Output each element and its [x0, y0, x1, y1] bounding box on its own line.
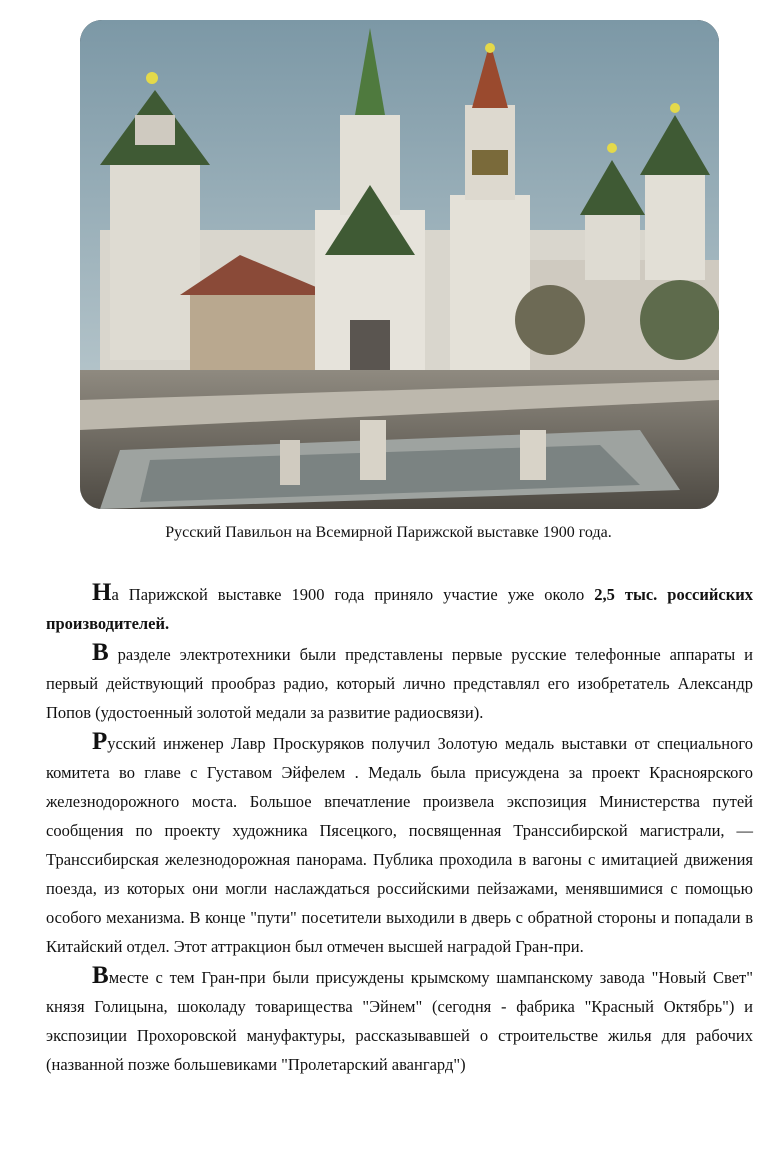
paragraph-3: [46, 727, 753, 961]
paragraph-text: разделе электротехники были представлены первые русские телефонные аппараты и первый действующий прообраз радио, который лично представлял его изобретатель Александр Попов (удостоенный золотой медали за развитие радиосвязи).: [46, 645, 753, 722]
paragraph-text: месте с тем Гран-при были присуждены крымскому шампанскому завода "Новый Свет" князя Голицына, шоколаду товарищества "Эйнем" (сегодня - фабрика "Красный Октябрь") и экспозиции Прохоровской мануфактуры, рассказывавшей о строительстве жилья для рабочих (названной позже большевиками "Пролетарский авангард"): [46, 968, 753, 1074]
dropcap: Р: [92, 728, 108, 755]
photo-caption: Русский Павильон на Всемирной Парижской выставке 1900 года.: [165, 524, 612, 541]
paragraph-bold-text: 2,5 тыс. российских производителей.: [46, 585, 753, 633]
paragraph-1: [46, 578, 753, 638]
article-body: [46, 578, 753, 1079]
dropcap: Н: [92, 579, 112, 606]
dropcap: В: [92, 639, 109, 666]
dropcap: В: [92, 962, 109, 989]
pavilion-illustration: [80, 20, 719, 509]
pavilion-photo: [80, 20, 719, 509]
paragraph-text: а Парижской выставке 1900 года приняло участие уже около: [111, 585, 595, 604]
paragraph-2: [46, 638, 753, 727]
paragraph-4: [46, 961, 753, 1079]
paragraph-text: усский инженер Лавр Проскуряков получил Золотую медаль выставки от специального комитета во главе с Густавом Эйфелем . Медаль была присуждена за проект Красноярского железнодорожного моста. Большое впечатление произвела экспозиция Министерства путей сообщения по проекту художника Пясецкого, посвященная Транссибирской магистрали, — Транссибирская железнодорожная панорама. Публика проходила в вагоны с имитацией движения поезда, из которых они могли наслаждаться российскими пейзажами, менявшимися с помощью особого механизма. В конце "пути" посетители выходили в дверь с обратной стороны и попадали в Китайский отдел. Этот аттракцион был отмечен высшей наградой Гран-при.: [46, 734, 753, 956]
